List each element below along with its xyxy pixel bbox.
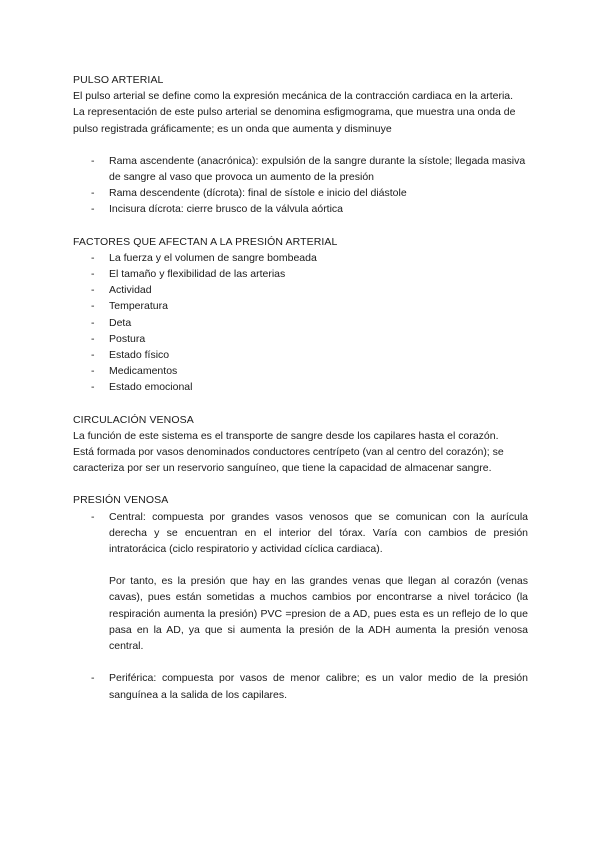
dash-bullet: -: [91, 268, 95, 281]
list-item: [73, 153, 528, 185]
list-item-text: La fuerza y el volumen de sangre bombeada: [109, 251, 317, 264]
dash-bullet: -: [91, 510, 95, 523]
list-item-text: Estado físico: [109, 349, 170, 362]
list-item-text: Postura: [109, 332, 146, 345]
list-item: [73, 379, 528, 395]
dash-bullet: -: [91, 672, 95, 685]
list-item-text: Actividad: [109, 284, 152, 297]
dash-bullet: -: [91, 154, 95, 167]
dash-bullet: -: [91, 187, 95, 200]
list-item-subparagraph: Por tanto, es la presión que hay en las grandes venas que llegan al corazón (venas cavas), pues están sometidas a muchos cambios por encontrarse a nivel torácico (la respiración aumenta la presión) PVC =presion de a AD, pues esta es un reflejo de lo que pasa en la AD, ya que si aumenta la presión de la ADH aumenta la presión venosa central.: [109, 575, 528, 653]
list-item-text: Temperatura: [109, 300, 168, 313]
list-item-text: Periférica: compuesta por vasos de menor calibre; es un valor medio de la presión sanguínea a la salida de los capilares.: [109, 672, 528, 701]
dash-bullet: -: [91, 381, 95, 394]
dash-bullet: -: [91, 251, 95, 264]
dash-bullet: -: [91, 284, 95, 297]
dash-bullet: -: [91, 349, 95, 362]
list-item: [73, 315, 528, 331]
list-item: [73, 347, 528, 363]
dash-bullet: -: [91, 365, 95, 378]
dash-bullet: -: [91, 316, 95, 329]
list-item-text: Incisura dícrota: cierre brusco de la válvula aórtica: [109, 203, 344, 216]
section-heading-circulacion: CIRCULACIÓN VENOSA: [73, 413, 194, 426]
dash-bullet: -: [91, 203, 95, 216]
list-item-text: Deta: [109, 316, 132, 329]
list-item: [73, 185, 528, 201]
list-item-text: Estado emocional: [109, 381, 193, 394]
section-heading-pulso: PULSO ARTERIAL: [73, 74, 164, 86]
paragraph: La función de este sistema es el transporte de sangre desde los capilares hasta el corazón.: [73, 429, 499, 442]
list-item-text: El tamaño y flexibilidad de las arterias: [109, 268, 286, 281]
list-item: [73, 282, 528, 298]
dash-bullet: -: [91, 332, 95, 345]
list-item: [73, 509, 528, 655]
paragraph: La representación de este pulso arterial se denomina esfigmograma, que muestra una onda de pulso registrada gráficamente; es un onda que aumenta y disminuye: [73, 106, 516, 135]
section-heading-presion: PRESIÓN VENOSA: [73, 494, 169, 507]
list-item: [73, 298, 528, 314]
section-heading-factores: FACTORES QUE AFECTAN A LA PRESIÓN ARTERIAL: [73, 235, 338, 248]
list-item: [73, 266, 528, 282]
presion-list: [73, 509, 528, 703]
list-item: [73, 250, 528, 266]
list-item-text: Medicamentos: [109, 365, 178, 378]
dash-bullet: -: [91, 300, 95, 313]
list-item-text: Central: compuesta por grandes vasos venosos que se comunican con la aurícula derecha y se encuentran en el interior del tórax. Varía con cambios de presión intratorácica (ciclo respiratorio y actividad cíclica cardiaca).: [109, 510, 528, 556]
factores-list: [73, 250, 528, 396]
list-item-text: Rama ascendente (anacrónica): expulsión de la sangre durante la sístole; llegada masiva de sangre al vaso que provoca un aumento de la presión: [109, 154, 526, 184]
paragraph: Está formada por vasos denominados conductores centrípeto (van al centro del corazón); se caracteriza por ser un reservorio sanguíneo, que tiene la capacidad de almacenar sangre.: [73, 446, 504, 475]
list-item-text: Rama descendente (dícrota): final de sístole e inicio del diástole: [109, 187, 407, 200]
pulso-list: [73, 153, 528, 218]
list-item: [73, 670, 528, 702]
paragraph: El pulso arterial se define como la expresión mecánica de la contracción cardiaca en la arteria.: [73, 90, 514, 103]
list-item: [73, 331, 528, 347]
list-item: [73, 363, 528, 379]
list-item: [73, 201, 528, 217]
document-content: [73, 72, 528, 703]
